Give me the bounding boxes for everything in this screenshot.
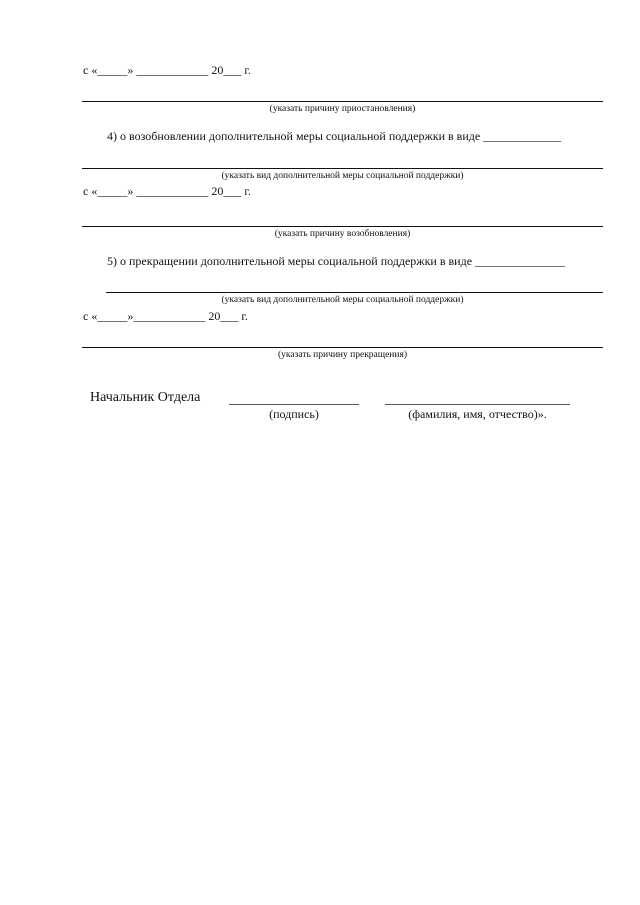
date-line-resumption: с «_____» ____________ 20___ г. bbox=[83, 184, 251, 198]
caption-resumption-reason: (указать причину возобновления) bbox=[274, 229, 411, 239]
support-type-line-1 bbox=[82, 168, 603, 169]
support-type-line-2 bbox=[106, 292, 603, 293]
date-line-suspension: с «_____» ____________ 20___ г. bbox=[83, 63, 251, 77]
caption-support-type-1: (указать вид дополнительной меры социальной поддержки) bbox=[221, 171, 464, 181]
signatory-title: Начальник Отдела bbox=[90, 390, 201, 405]
caption-full-name: (фамилия, имя, отчество)». bbox=[408, 407, 547, 421]
caption-suspension-reason: (указать причину приостановления) bbox=[269, 104, 416, 114]
resumption-reason-line bbox=[82, 226, 603, 227]
signature-line bbox=[229, 404, 359, 405]
item-4-resumption: 4) о возобновлении дополнительной меры социальной поддержки в виде _____________ bbox=[107, 129, 562, 143]
caption-support-type-2: (указать вид дополнительной меры социальной поддержки) bbox=[221, 295, 464, 305]
date-line-termination: с «_____»____________ 20___ г. bbox=[83, 309, 248, 323]
caption-signature: (подпись) bbox=[269, 407, 319, 421]
item-5-termination: 5) о прекращении дополнительной меры социальной поддержки в виде _______________ bbox=[107, 254, 566, 268]
name-line bbox=[385, 404, 570, 405]
termination-reason-line bbox=[82, 347, 603, 348]
suspension-reason-line bbox=[82, 101, 603, 102]
caption-termination-reason: (указать причину прекращения) bbox=[277, 350, 408, 360]
